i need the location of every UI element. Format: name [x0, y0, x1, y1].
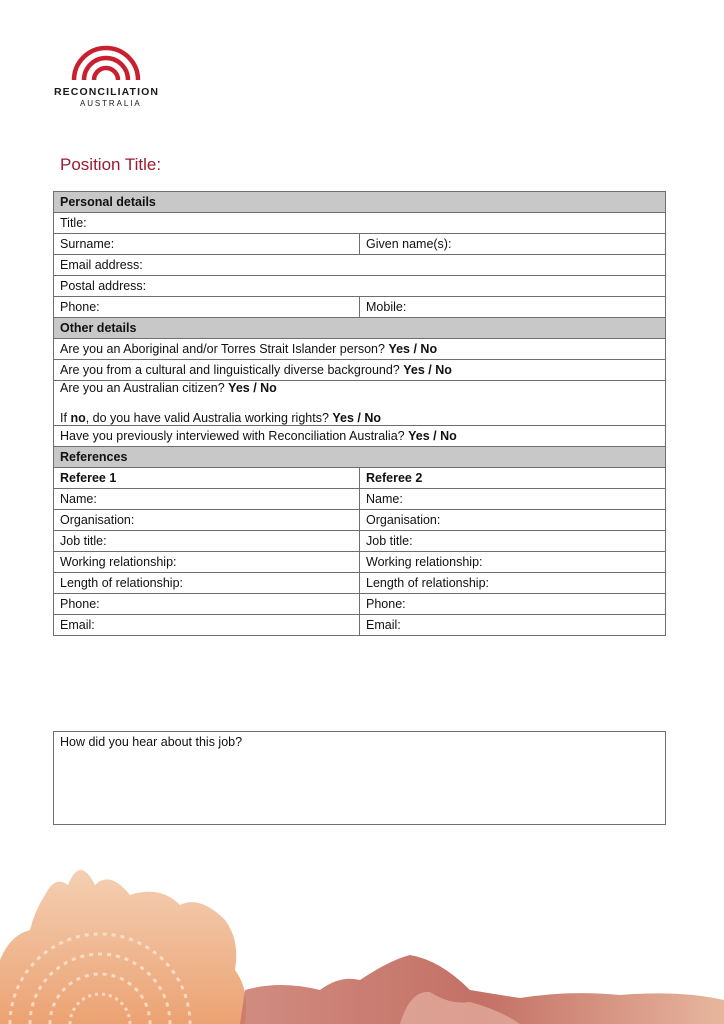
question-text: If [60, 411, 67, 425]
referee-row-phone [54, 594, 666, 615]
question-text: , do you have valid Australia working rights? [85, 411, 329, 425]
section-heading: Other details [54, 318, 666, 339]
referee-2-name-field[interactable]: Name: [360, 489, 666, 510]
watercolour-sunburst-shape [0, 870, 246, 1024]
question-text: Have you previously interviewed with Reconciliation Australia? [60, 429, 405, 443]
referee-1-phone-field[interactable]: Phone: [54, 594, 360, 615]
question-text: Are you an Australian citizen? [60, 381, 225, 395]
section-heading: Personal details [54, 192, 666, 213]
section-other-details [54, 318, 666, 339]
hear-about-job-label: How did you hear about this job? [60, 735, 243, 749]
referee-1-name-field[interactable]: Name: [54, 489, 360, 510]
title-field[interactable]: Title: [54, 213, 666, 234]
application-form-table [53, 191, 666, 636]
reconciliation-australia-logo [50, 44, 162, 114]
row-email [54, 255, 666, 276]
referee-headings [54, 468, 666, 489]
referee-2-heading: Referee 2 [360, 468, 666, 489]
yes-no-option[interactable]: Yes / No [388, 342, 438, 356]
referee-2-working-relationship-field[interactable]: Working relationship: [360, 552, 666, 573]
row-phones [54, 297, 666, 318]
mobile-field[interactable]: Mobile: [360, 297, 666, 318]
referee-2-job-title-field[interactable]: Job title: [360, 531, 666, 552]
row-aboriginal [54, 339, 666, 360]
yes-no-option[interactable]: Yes / No [332, 411, 382, 425]
phone-field[interactable]: Phone: [54, 297, 360, 318]
question-text: Are you an Aboriginal and/or Torres Strait Islander person? [60, 342, 385, 356]
section-references [54, 447, 666, 468]
row-names [54, 234, 666, 255]
referee-row-length [54, 573, 666, 594]
referee-2-organisation-field[interactable]: Organisation: [360, 510, 666, 531]
position-title: Position Title: [60, 155, 162, 174]
watercolour-artwork [0, 840, 724, 1024]
yes-no-option[interactable]: Yes / No [403, 363, 452, 377]
citizenship-questions[interactable] [54, 381, 666, 426]
rainbow-arcs-icon [70, 44, 142, 82]
yes-no-option[interactable]: Yes / No [408, 429, 457, 443]
row-interviewed [54, 426, 666, 447]
referee-row-organisation [54, 510, 666, 531]
referee-row-email [54, 615, 666, 636]
postal-address-field[interactable]: Postal address: [54, 276, 666, 297]
section-heading: References [54, 447, 666, 468]
referee-1-working-relationship-field[interactable]: Working relationship: [54, 552, 360, 573]
referee-1-email-field[interactable]: Email: [54, 615, 360, 636]
row-title [54, 213, 666, 234]
referee-1-organisation-field[interactable]: Organisation: [54, 510, 360, 531]
interviewed-question[interactable] [54, 426, 666, 447]
referee-1-length-field[interactable]: Length of relationship: [54, 573, 360, 594]
question-text: Are you from a cultural and linguistically diverse background? [60, 363, 400, 377]
aboriginal-question[interactable] [54, 339, 666, 360]
referee-1-heading: Referee 1 [54, 468, 360, 489]
row-postal [54, 276, 666, 297]
referee-1-job-title-field[interactable]: Job title: [54, 531, 360, 552]
yes-no-option[interactable]: Yes / No [228, 381, 277, 395]
surname-field[interactable]: Surname: [54, 234, 360, 255]
referee-2-phone-field[interactable]: Phone: [360, 594, 666, 615]
referee-row-name [54, 489, 666, 510]
email-field[interactable]: Email address: [54, 255, 666, 276]
row-citizenship [54, 381, 666, 426]
logo-text-reconciliation: RECONCILIATION [54, 86, 160, 98]
section-personal-details [54, 192, 666, 213]
referee-row-working-relationship [54, 552, 666, 573]
question-emphasis: no [70, 411, 86, 425]
referee-2-length-field[interactable]: Length of relationship: [360, 573, 666, 594]
hear-about-job-box[interactable] [53, 731, 666, 825]
row-cald [54, 360, 666, 381]
referee-2-email-field[interactable]: Email: [360, 615, 666, 636]
logo-text-australia: AUSTRALIA [80, 99, 142, 108]
given-names-field[interactable]: Given name(s): [360, 234, 666, 255]
cald-question[interactable] [54, 360, 666, 381]
referee-row-job-title [54, 531, 666, 552]
